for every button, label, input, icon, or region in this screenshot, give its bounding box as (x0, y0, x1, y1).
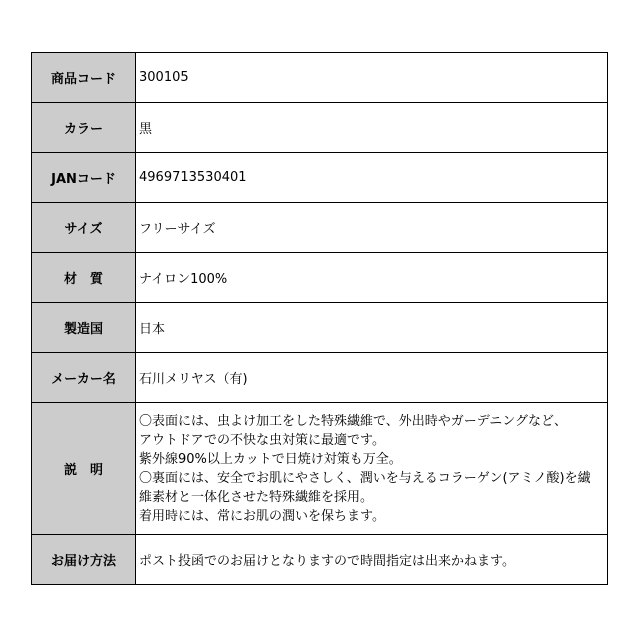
spec-row-country (32, 303, 608, 353)
product-code-value: 300105 (136, 53, 608, 103)
material-label: 材 質 (32, 253, 136, 303)
spec-row-description (32, 403, 608, 535)
color-value: 黒 (136, 103, 608, 153)
country-label: 製造国 (32, 303, 136, 353)
product-spec-table (31, 52, 608, 585)
description-line: アウトドアでの不快な虫対策に最適です。 (139, 432, 385, 448)
jan-code-label: JANコード (32, 153, 136, 203)
maker-label: メーカー名 (32, 353, 136, 403)
description-line: 〇裏面には、安全でお肌にやさしく、潤いを与えるコラーゲン(アミノ酸)を繊 (139, 470, 591, 486)
description-line: 紫外線90%以上カットで日焼け対策も万全。 (139, 451, 402, 467)
description-line: 〇表面には、虫よけ加工をした特殊繊維で、外出時やガーデニングなど、 (139, 413, 567, 429)
jan-code-value: 4969713530401 (136, 153, 608, 203)
size-label: サイズ (32, 203, 136, 253)
spec-row-maker (32, 353, 608, 403)
color-label: カラー (32, 103, 136, 153)
description-line: 維素材と一体化させた特殊繊維を採用。 (139, 489, 374, 505)
description-label: 説 明 (32, 403, 136, 535)
spec-row-delivery (32, 535, 608, 585)
delivery-value: ポスト投函でのお届けとなりますので時間指定は出来かねます。 (136, 535, 608, 585)
spec-row-product-code (32, 53, 608, 103)
spec-row-material (32, 253, 608, 303)
description-value (136, 403, 608, 535)
spec-row-jan-code (32, 153, 608, 203)
spec-row-size (32, 203, 608, 253)
description-line: 着用時には、常にお肌の潤いを保ちます。 (139, 508, 385, 524)
delivery-label: お届け方法 (32, 535, 136, 585)
material-value: ナイロン100% (136, 253, 608, 303)
maker-value: 石川メリヤス（有) (136, 353, 608, 403)
spec-row-color (32, 103, 608, 153)
country-value: 日本 (136, 303, 608, 353)
size-value: フリーサイズ (136, 203, 608, 253)
product-code-label: 商品コード (32, 53, 136, 103)
